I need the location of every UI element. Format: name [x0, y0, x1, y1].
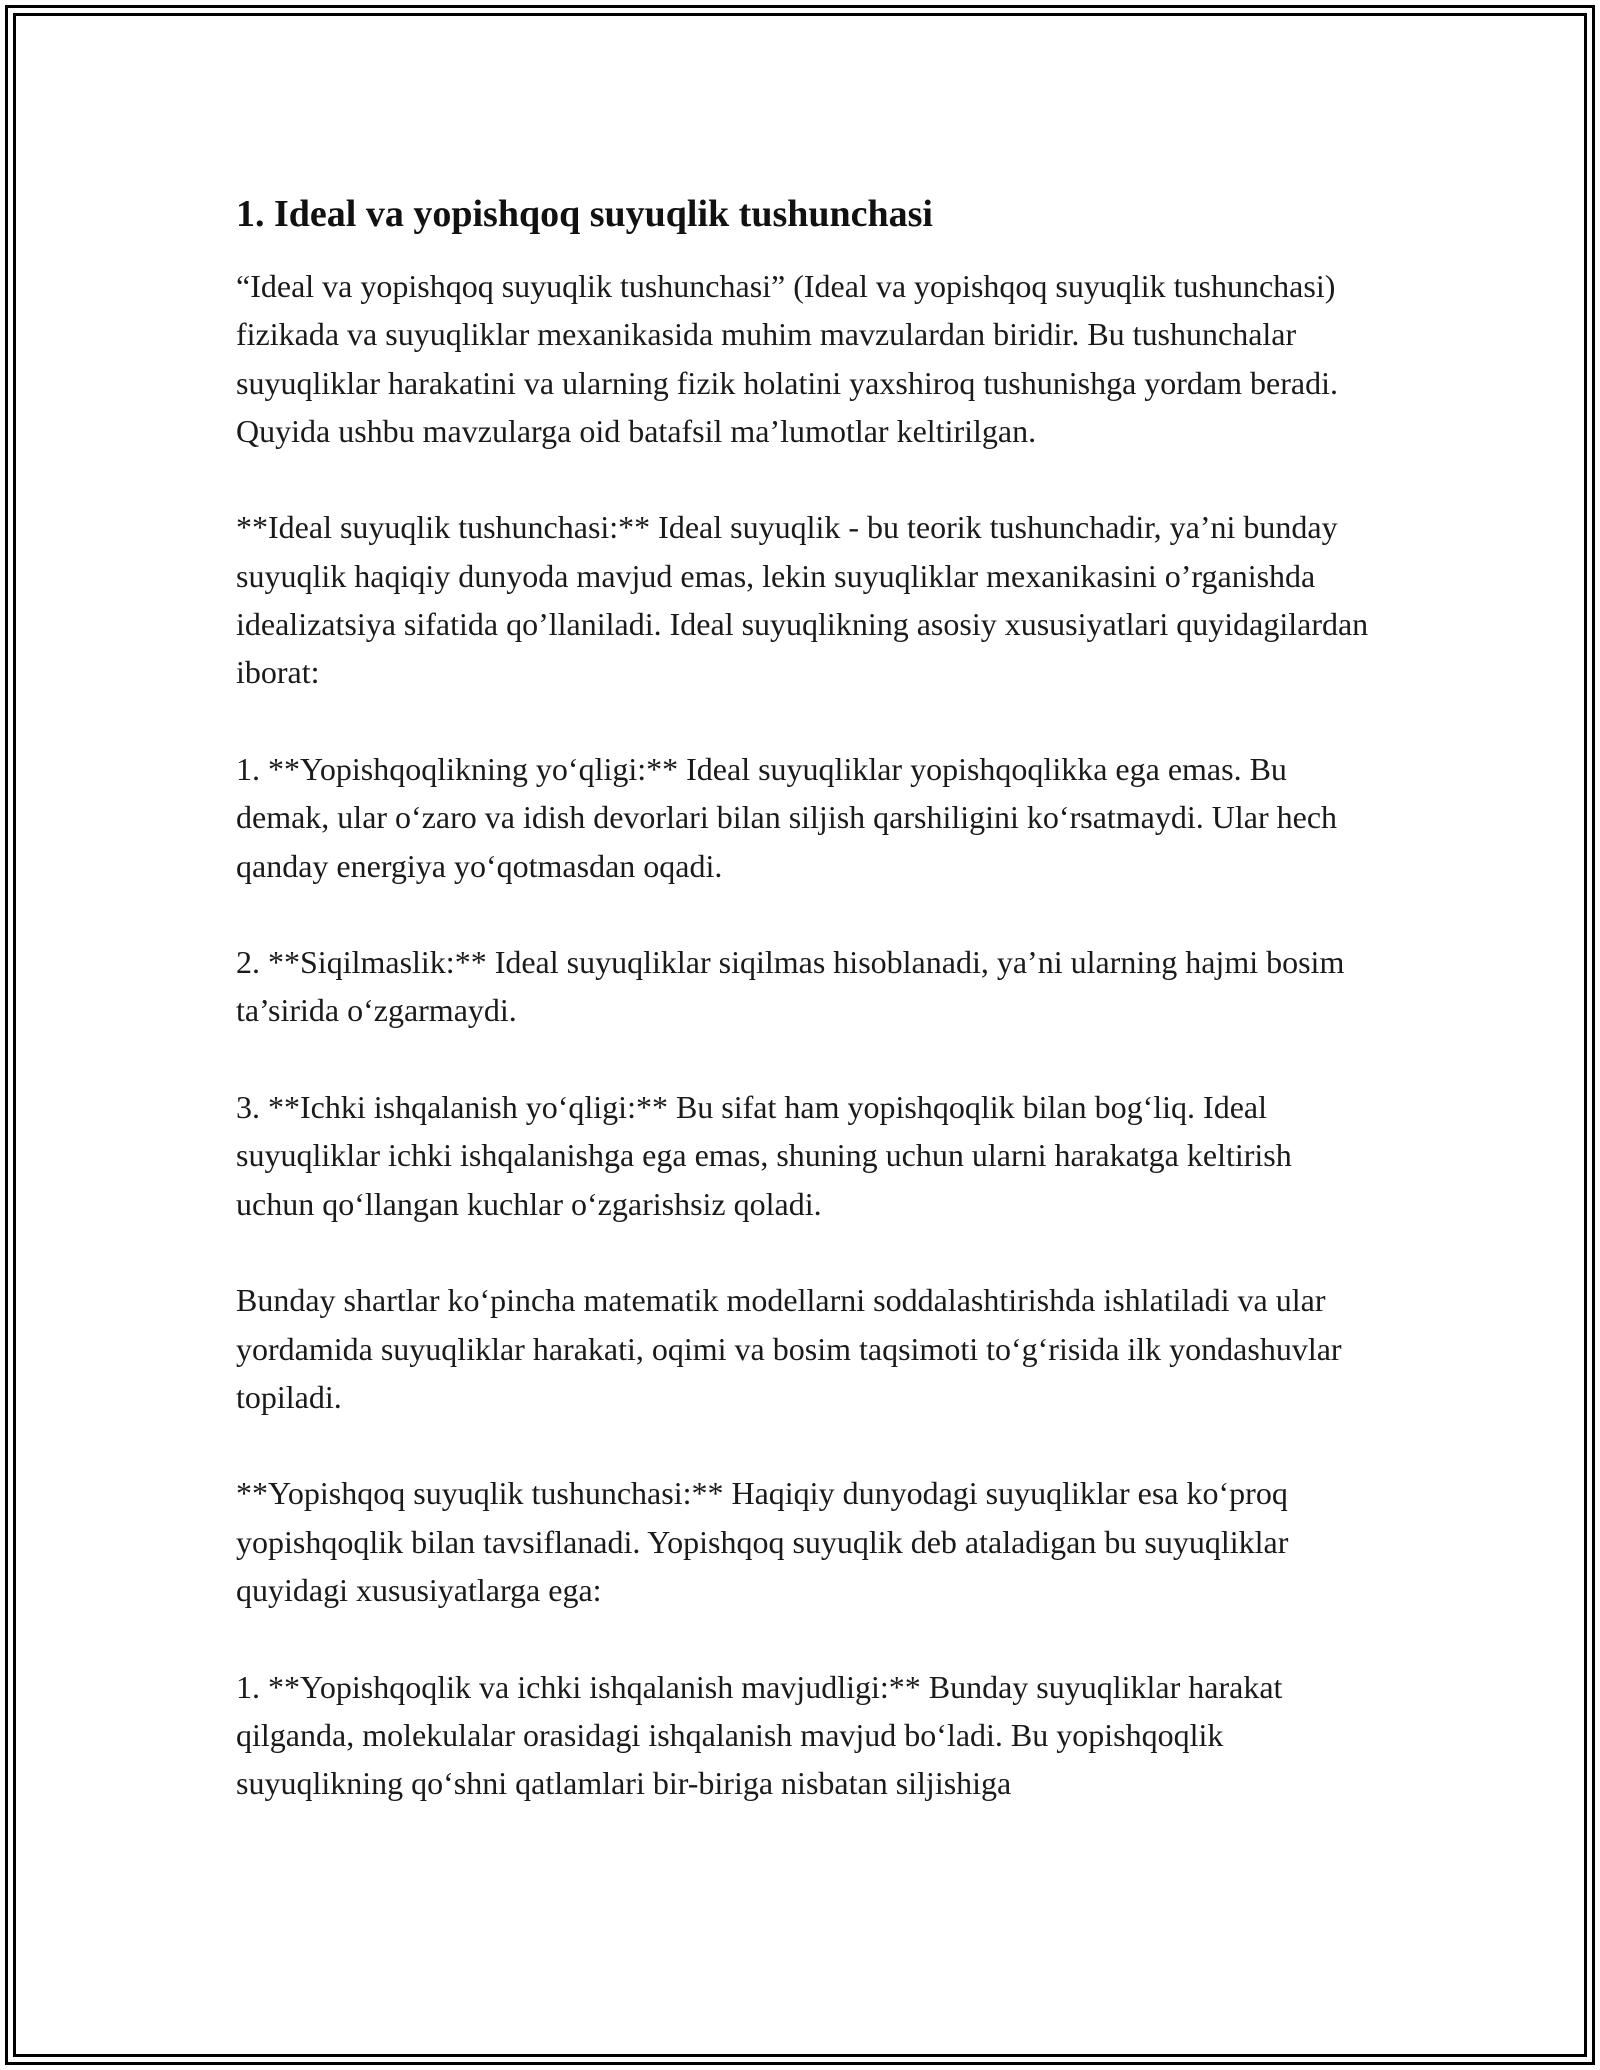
section-heading: 1. Ideal va yopishqoq suyuqlik tushunchasi — [236, 193, 933, 235]
paragraph-ideal-property-3: 3. **Ichki ishqalanish yo‘qligi:** Bu sifat ham yopishqoqlik bilan bog‘liq. Ideal suyuqliklar ichki ishqalanishga ega emas, shuning uchun ularni harakatga keltirish uchun qo‘llangan kuchlar o‘zgarishsiz qoladi. — [236, 1089, 1292, 1222]
document-body — [236, 188, 1376, 1808]
paragraph-viscous-property-1: 1. **Yopishqoqlik va ichki ishqalanish mavjudligi:** Bunday suyuqliklar harakat qilganda, molekulalar orasidagi ishqalanish mavjud bo‘ladi. Bu yopishqoqlik suyuqlikning qo‘shni qatlamlari bir-biriga nisbatan siljishiga — [236, 1668, 1283, 1802]
paragraph-ideal-summary: Bunday shartlar ko‘pincha matematik modellarni soddalashtirishda ishlatiladi va ular yordamida suyuqliklar harakati, oqimi va bosim taqsimoti to‘g‘risida ilk yondashuvlar topiladi. — [236, 1282, 1342, 1415]
paragraph-ideal-fluid: **Ideal suyuqlik tushunchasi:** Ideal suyuqlik - bu teorik tushunchadir, ya’ni bunday suyuqlik haqiqiy dunyoda mavjud emas, lekin suyuqliklar mexanikasini o’rganishda idealizatsiya sifatida qo’llaniladi. Ideal suyuqlikning asosiy xususiyatlari quyidagilardan iborat: — [236, 509, 1369, 691]
paragraph-ideal-property-2: 2. **Siqilmaslik:** Ideal suyuqliklar siqilmas hisoblanadi, ya’ni ularning hajmi bosim ta’sirida o‘zgarmaydi. — [236, 944, 1345, 1029]
paragraph-ideal-property-1: 1. **Yopishqoqlikning yo‘qligi:** Ideal suyuqliklar yopishqoqlikka ega emas. Bu demak, ular o‘zaro va idish devorlari bilan siljish qarshiligini ko‘rsatmaydi. Ular hech qanday energiya yo‘qotmasdan oqadi. — [236, 750, 1338, 884]
paragraph-viscous-fluid: **Yopishqoq suyuqlik tushunchasi:** Haqiqiy dunyodagi suyuqliklar esa ko‘proq yopishqoqlik bilan tavsiflanadi. Yopishqoq suyuqlik deb ataladigan bu suyuqliklar quyidagi xususiyatlarga ega: — [236, 1475, 1289, 1609]
paragraph-intro: “Ideal va yopishqoq suyuqlik tushunchasi” (Ideal va yopishqoq suyuqlik tushunchasi) fizikada va suyuqliklar mexanikasida muhim mavzulardan biridir. Bu tushunchalar suyuqliklar harakatini va ularning fizik holatini yaxshiroq tushunishga yordam beradi. Quyida ushbu mavzularga oid batafsil ma’lumotlar keltirilgan. — [236, 268, 1338, 449]
